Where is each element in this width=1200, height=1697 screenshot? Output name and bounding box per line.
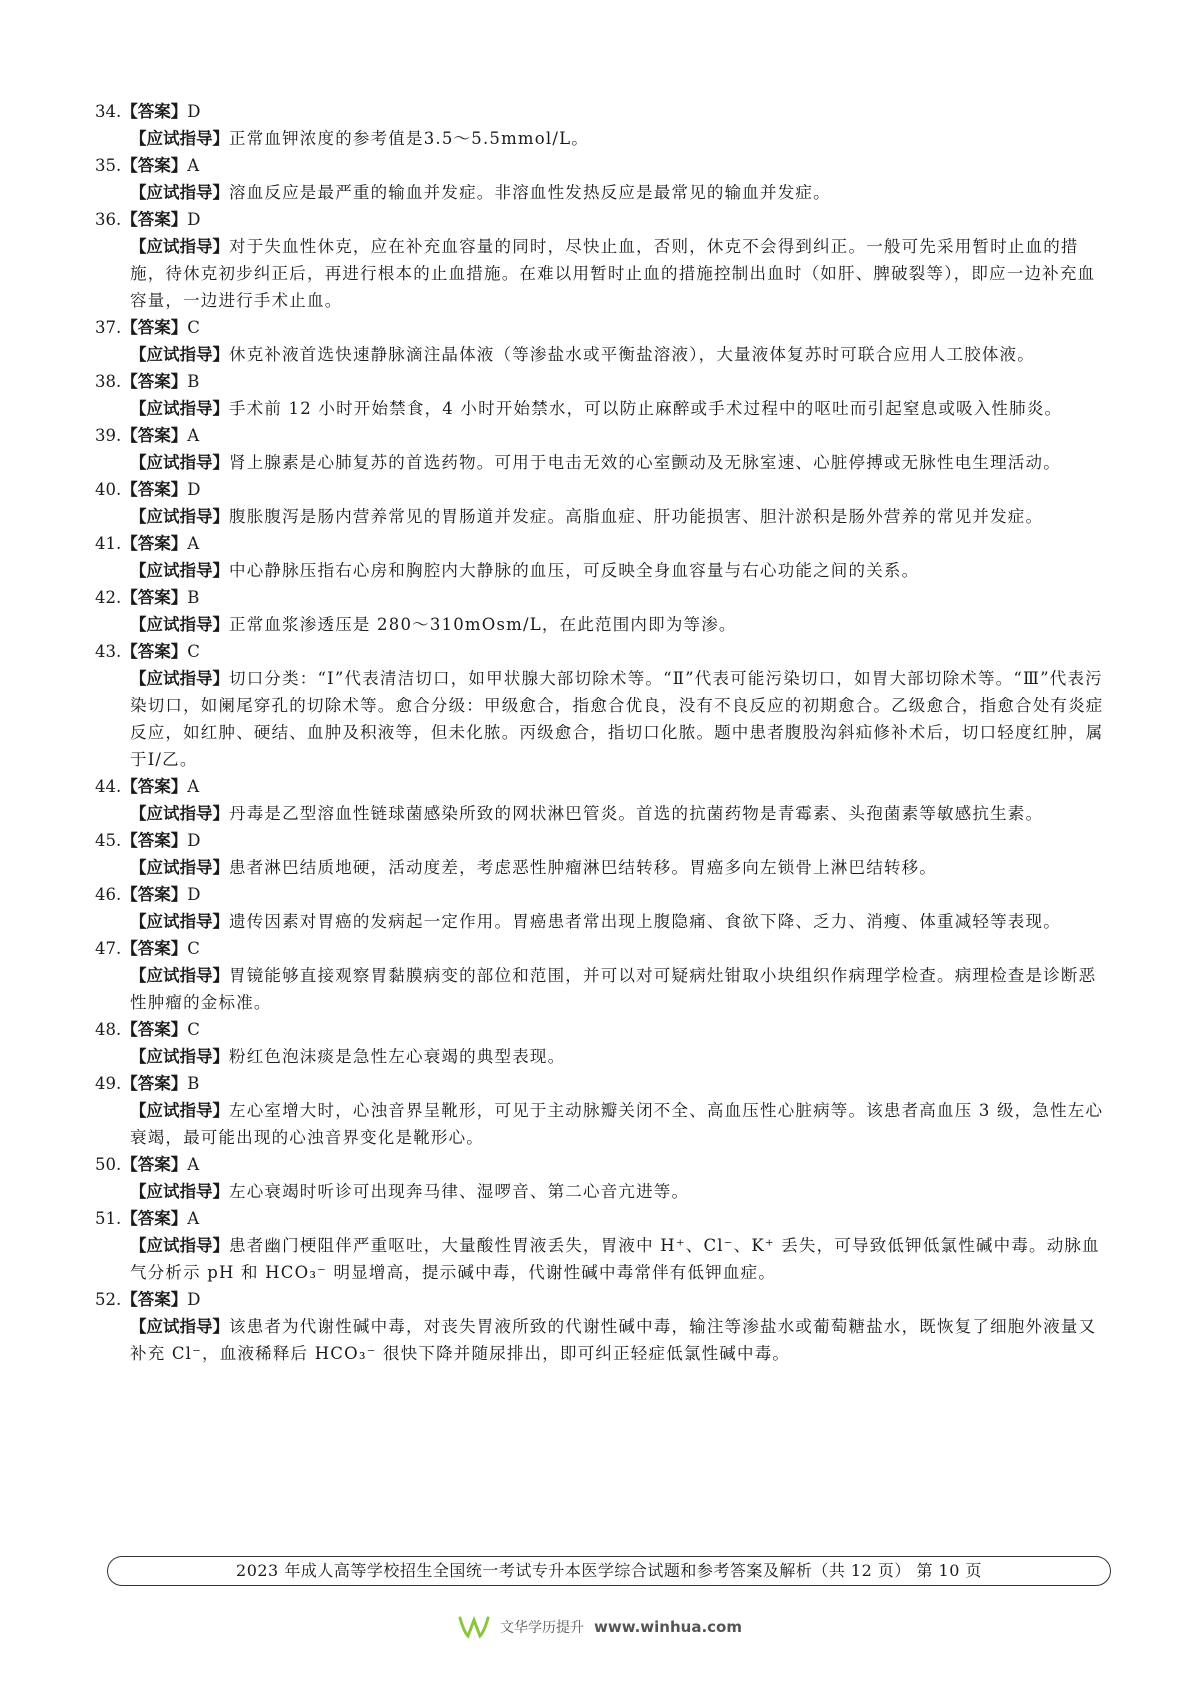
answer-label: 【答案】 (121, 534, 188, 553)
watermark-text: 文华学历提升 (500, 1620, 584, 1636)
answer-value: A (187, 426, 200, 445)
answer-value: A (187, 156, 200, 175)
answer-line (0, 152, 1200, 179)
answer-label: 【答案】 (121, 831, 188, 850)
guide-paragraph (130, 800, 1105, 827)
answer-label: 【答案】 (121, 480, 188, 499)
answer-line (0, 881, 1200, 908)
answer-value: A (187, 777, 200, 796)
guide-text: 手术前 12 小时开始禁食，4 小时开始禁水，可以防止麻醉或手术过程中的呕吐而引起窒息或吸入性肺炎。 (229, 399, 1063, 418)
question-number: 36. (95, 210, 122, 229)
guide-text: 患者幽门梗阻伴严重呕吐，大量酸性胃液丢失，胃液中 H⁺、Cl⁻、K⁺ 丢失，可导致低钾低氯性碱中毒。动脉血气分析示 pH 和 HCO₃⁻ 明显增高，提示碱中毒，代谢性碱中毒常伴有低钾血症。 (130, 1236, 1100, 1282)
winhua-logo-icon (458, 1614, 490, 1640)
answer-line (0, 1286, 1200, 1313)
guide-paragraph (130, 611, 1105, 638)
question-number: 50. (95, 1155, 122, 1174)
guide-text: 腹胀腹泻是肠内营养常见的胃肠道并发症。高脂血症、肝功能损害、胆汁淤积是肠外营养的常见并发症。 (229, 507, 1044, 526)
guide-text: 对于失血性休克，应在补充血容量的同时，尽快止血，否则，休克不会得到纠正。一般可先采用暂时止血的措施，待休克初步纠正后，再进行根本的止血措施。在难以用暂时止血的措施控制出血时（如肝、脾破裂等），即应一边补充血容量，一边进行手术止血。 (130, 237, 1096, 310)
answer-value: C (187, 1020, 200, 1039)
guide-paragraph (130, 503, 1105, 530)
guide-label: 【应试指导】 (130, 399, 229, 418)
question-number: 46. (95, 885, 122, 904)
guide-text: 患者淋巴结质地硬，活动度差，考虑恶性肿瘤淋巴结转移。胃癌多向左锁骨上淋巴结转移。 (229, 858, 937, 877)
answer-line (0, 827, 1200, 854)
answer-list (0, 98, 1200, 1367)
guide-paragraph (130, 233, 1105, 314)
guide-label: 【应试指导】 (130, 858, 229, 877)
answer-line (0, 206, 1200, 233)
answer-line (0, 314, 1200, 341)
answer-label: 【答案】 (121, 777, 188, 796)
guide-label: 【应试指导】 (130, 966, 229, 985)
guide-label: 【应试指导】 (130, 345, 229, 364)
answer-line (0, 773, 1200, 800)
guide-label: 【应试指导】 (130, 615, 229, 634)
answer-line (0, 368, 1200, 395)
question-number: 43. (95, 642, 122, 661)
question-number: 44. (95, 777, 122, 796)
guide-paragraph (130, 125, 1105, 152)
guide-label: 【应试指导】 (130, 129, 229, 148)
guide-paragraph (130, 1043, 1105, 1070)
guide-text: 左心室增大时，心浊音界呈靴形，可见于主动脉瓣关闭不全、高血压性心脏病等。该患者高血压 3 级，急性左心衰竭，最可能出现的心浊音界变化是靴形心。 (130, 1101, 1104, 1147)
guide-label: 【应试指导】 (130, 1317, 229, 1336)
answer-line (0, 422, 1200, 449)
guide-paragraph (130, 557, 1105, 584)
guide-label: 【应试指导】 (130, 453, 229, 472)
answer-value: B (187, 588, 200, 607)
guide-paragraph (130, 1178, 1105, 1205)
watermark-url: www.winhua.com (594, 1618, 742, 1636)
answer-label: 【答案】 (121, 1074, 188, 1093)
answer-line (0, 1016, 1200, 1043)
answer-label: 【答案】 (121, 1209, 188, 1228)
answer-value: A (187, 534, 200, 553)
answer-line (0, 476, 1200, 503)
guide-text: 肾上腺素是心肺复苏的首选药物。可用于电击无效的心室颤动及无脉室速、心脏停搏或无脉性电生理活动。 (229, 453, 1061, 472)
answer-label: 【答案】 (121, 588, 188, 607)
guide-text: 切口分类：“Ⅰ”代表清洁切口，如甲状腺大部切除术等。“Ⅱ”代表可能污染切口，如胃大部切除术等。“Ⅲ”代表污染切口，如阑尾穿孔的切除术等。愈合分级：甲级愈合，指愈合优良，没有不良反应的初期愈合。乙级愈合，指愈合处有炎症反应，如红肿、硬结、血肿及积液等，但未化脓。丙级愈合，指切口化脓。题中患者腹股沟斜疝修补术后，切口轻度红肿，属于Ⅰ/乙。 (130, 669, 1104, 769)
answer-value: C (187, 318, 200, 337)
answer-line (0, 1205, 1200, 1232)
guide-label: 【应试指导】 (130, 912, 229, 931)
guide-text: 休克补液首选快速静脉滴注晶体液（等渗盐水或平衡盐溶液），大量液体复苏时可联合应用人工胶体液。 (229, 345, 1035, 364)
watermark (0, 1614, 1200, 1640)
guide-text: 正常血浆渗透压是 280～310mOsm/L，在此范围内即为等渗。 (229, 615, 737, 634)
answer-label: 【答案】 (121, 210, 188, 229)
guide-paragraph (130, 341, 1105, 368)
answer-value: A (187, 1209, 200, 1228)
question-number: 52. (95, 1290, 122, 1309)
guide-text: 左心衰竭时听诊可出现奔马律、湿啰音、第二心音亢进等。 (229, 1182, 690, 1201)
answer-value: B (187, 1074, 200, 1093)
guide-paragraph (130, 1232, 1105, 1286)
question-number: 49. (95, 1074, 122, 1093)
answer-label: 【答案】 (121, 642, 188, 661)
guide-label: 【应试指导】 (130, 507, 229, 526)
guide-text: 遗传因素对胃癌的发病起一定作用。胃癌患者常出现上腹隐痛、食欲下降、乏力、消瘦、体重减轻等表现。 (229, 912, 1061, 931)
guide-paragraph (130, 854, 1105, 881)
answer-line (0, 1151, 1200, 1178)
guide-text: 该患者为代谢性碱中毒，对丧失胃液所致的代谢性碱中毒，输注等渗盐水或葡萄糖盐水，既恢复了细胞外液量又补充 Cl⁻，血液稀释后 HCO₃⁻ 很快下降并随尿排出，即可纠正轻症低氯性碱中毒。 (130, 1317, 1097, 1363)
guide-text: 胃镜能够直接观察胃黏膜病变的部位和范围，并可以对可疑病灶钳取小块组织作病理学检查。病理检查是诊断恶性肿瘤的金标准。 (130, 966, 1097, 1012)
guide-paragraph (130, 449, 1105, 476)
guide-text: 溶血反应是最严重的输血并发症。非溶血性发热反应是最常见的输血并发症。 (229, 183, 831, 202)
question-number: 35. (95, 156, 122, 175)
guide-label: 【应试指导】 (130, 1182, 229, 1201)
guide-paragraph (130, 1097, 1105, 1151)
answer-value: A (187, 1155, 200, 1174)
answer-value: C (187, 939, 200, 958)
question-number: 45. (95, 831, 122, 850)
guide-paragraph (130, 179, 1105, 206)
answer-line (0, 98, 1200, 125)
guide-label: 【应试指导】 (130, 804, 229, 823)
question-number: 51. (95, 1209, 122, 1228)
guide-label: 【应试指导】 (130, 1236, 229, 1255)
answer-value: D (187, 885, 201, 904)
guide-label: 【应试指导】 (130, 1047, 229, 1066)
answer-line (0, 1070, 1200, 1097)
answer-label: 【答案】 (121, 1155, 188, 1174)
answer-value: D (187, 210, 201, 229)
question-number: 38. (95, 372, 122, 391)
guide-label: 【应试指导】 (130, 237, 229, 256)
guide-text: 中心静脉压指右心房和胸腔内大静脉的血压，可反映全身血容量与右心功能之间的关系。 (229, 561, 920, 580)
question-number: 40. (95, 480, 122, 499)
answer-line (0, 530, 1200, 557)
answer-label: 【答案】 (121, 102, 188, 121)
guide-text: 正常血钾浓度的参考值是3.5～5.5mmol/L。 (229, 129, 589, 148)
answer-label: 【答案】 (121, 885, 188, 904)
guide-label: 【应试指导】 (130, 183, 229, 202)
guide-label: 【应试指导】 (130, 561, 229, 580)
question-number: 39. (95, 426, 122, 445)
question-number: 37. (95, 318, 122, 337)
question-number: 41. (95, 534, 122, 553)
question-number: 34. (95, 102, 122, 121)
answer-label: 【答案】 (121, 372, 188, 391)
guide-paragraph (130, 1313, 1105, 1367)
guide-paragraph (130, 665, 1105, 773)
answer-value: D (187, 102, 201, 121)
question-number: 42. (95, 588, 122, 607)
answer-line (0, 584, 1200, 611)
question-number: 47. (95, 939, 122, 958)
answer-label: 【答案】 (121, 318, 188, 337)
answer-line (0, 638, 1200, 665)
answer-value: D (187, 831, 201, 850)
answer-value: C (187, 642, 200, 661)
answer-value: B (187, 372, 200, 391)
answer-label: 【答案】 (121, 1020, 188, 1039)
guide-label: 【应试指导】 (130, 1101, 229, 1120)
answer-line (0, 935, 1200, 962)
guide-paragraph (130, 908, 1105, 935)
answer-label: 【答案】 (121, 426, 188, 445)
answer-value: D (187, 480, 201, 499)
guide-text: 丹毒是乙型溶血性链球菌感染所致的网状淋巴管炎。首选的抗菌药物是青霉素、头孢菌素等敏感抗生素。 (229, 804, 1044, 823)
answer-label: 【答案】 (121, 939, 188, 958)
question-number: 48. (95, 1020, 122, 1039)
guide-paragraph (130, 962, 1105, 1016)
answer-label: 【答案】 (121, 1290, 188, 1309)
answer-value: D (187, 1290, 201, 1309)
guide-text: 粉红色泡沫痰是急性左心衰竭的典型表现。 (229, 1047, 566, 1066)
guide-label: 【应试指导】 (130, 669, 229, 688)
answer-label: 【答案】 (121, 156, 188, 175)
guide-paragraph (130, 395, 1105, 422)
page-footer: 2023 年成人高等学校招生全国统一考试专升本医学综合试题和参考答案及解析（共 12 页） 第 10 页 (107, 1556, 1111, 1586)
